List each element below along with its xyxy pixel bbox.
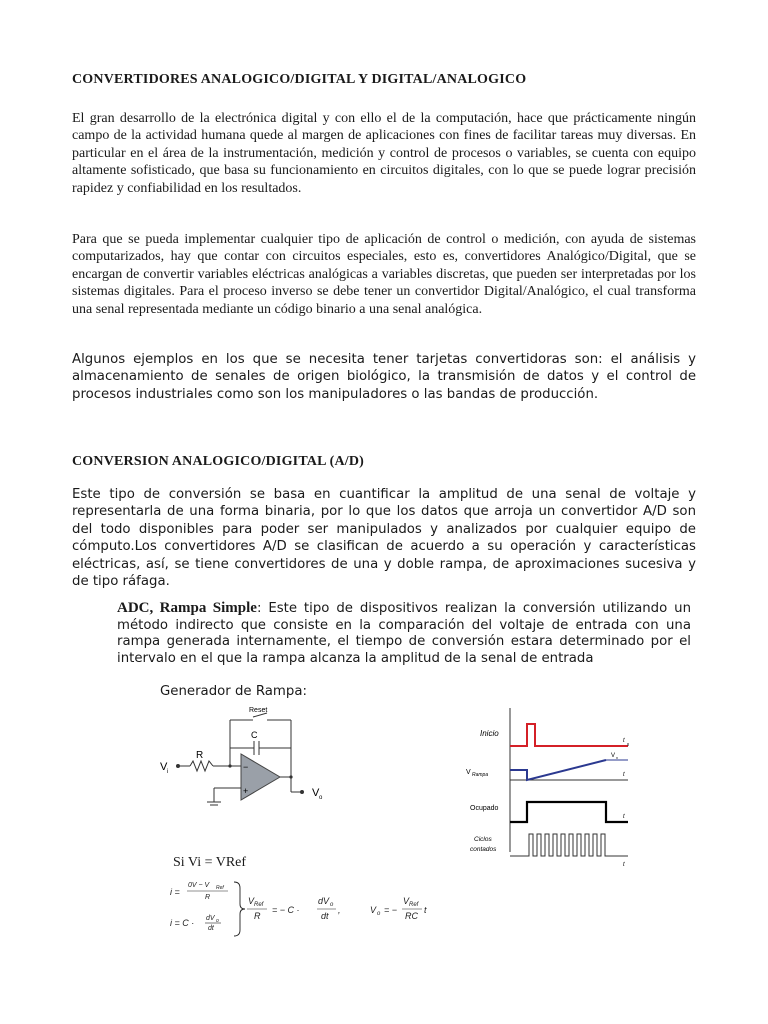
eq3-den2: dt — [321, 911, 329, 921]
vout-label: V — [312, 787, 320, 799]
section-title: CONVERSION ANALOGICO/DIGITAL (A/D) — [72, 454, 365, 469]
eq2-num: dV — [206, 915, 215, 922]
intro-paragraph-1: El gran desarrollo de la electrónica digital y con ello el de la computación, hace que prácticamente ningún campo de la actividad humana quede al margen de aplicaciones con fines de facilitar tareas muy diversas. En particular en el área de la instrumentación, medición y control de procesos o variables, se cuenta con equipo altamente sofisticado, que basa su funcionamiento en circuitos digitales, con lo que se puede lograr precisión rapidez y confiabilidad en los resultados. — [72, 111, 696, 196]
minus-terminal: − — [243, 762, 249, 772]
page-title: CONVERTIDORES ANALOGICO/DIGITAL Y DIGITAL/ANALOGICO — [72, 72, 527, 87]
eq1-num: 0V − V — [188, 882, 210, 889]
ciclos-label: Ciclos — [474, 836, 492, 843]
eq4-lhs: V — [370, 905, 377, 915]
equations — [168, 878, 468, 940]
plus-terminal: + — [243, 786, 249, 796]
vout-sub: o — [319, 795, 323, 801]
adc-lead: ADC, Rampa Simple — [117, 600, 257, 616]
integrator-circuit — [150, 700, 340, 810]
vrampa-label: V — [466, 769, 471, 776]
intro-paragraph-2: Para que se pueda implementar cualquier tipo de aplicación de control o medición, con ayuda de sistemas computarizados, hay que contar con circuitos especiales, esto es, convertidores Analógico/Digital, que se encargan de convertir variables eléctricas analógicas a variables discretas, que pueden ser interpretadas por los sistemas digitales. Para el proceso inverso se debe tener un convertidor Digital/Analógico, el cual transforma una senal representada mediante un código binario a una senal analógica. — [72, 232, 696, 317]
contados-label: contados — [470, 846, 497, 853]
vx-sub: x — [616, 755, 618, 760]
generator-label: Generador de Rampa: — [160, 684, 307, 699]
eq1-lhs: i = — [170, 887, 180, 897]
eq3-comma: , — [338, 905, 341, 915]
reset-label: Reset — [249, 707, 268, 714]
inicio-label: Inicio — [480, 729, 499, 738]
eq4-num: V — [403, 896, 410, 906]
eq3-mid: = − C · — [272, 905, 300, 915]
vin-sub: i — [167, 769, 169, 775]
eq3-num-sub: Ref — [254, 902, 264, 908]
condition-text: Si Vi = VRef — [173, 855, 247, 870]
resistor-label: R — [196, 750, 204, 761]
eq3-num2-sub: o — [330, 902, 334, 908]
vrampa-sub: Rampa — [472, 772, 489, 778]
eq4-t: t — [424, 905, 427, 915]
eq3-num2: dV — [318, 896, 330, 906]
t-axis-1: t — [623, 738, 625, 744]
eq4-lhs-sub: o — [377, 911, 381, 917]
adc-paragraph — [117, 600, 691, 667]
eq3-num: V — [248, 896, 255, 906]
eq1-den: R — [205, 894, 211, 901]
adc-body: : Este tipo de dispositivos realizan la conversión utilizando un método indirecto que consiste en la comparación del voltaje de entrada con una rampa generada internamente, el tiempo de conversión estara determinado por el intervalo en el que la rampa alcanza la amplitud de la senal de entrada — [117, 601, 691, 666]
vx-label: V — [611, 753, 616, 759]
eq4-num-sub: Ref — [409, 902, 419, 908]
t-axis-2: t — [623, 772, 625, 778]
eq3-den: R — [254, 911, 261, 921]
timing-diagram — [460, 700, 640, 870]
eq4-den: RC — [405, 911, 418, 921]
eq2-den: dt — [208, 925, 214, 932]
capacitor-label: C — [251, 730, 258, 740]
t-axis-3: t — [623, 814, 625, 820]
clock-pulses — [510, 834, 628, 856]
eq4-mid: = − — [384, 905, 398, 915]
section-paragraph: Este tipo de conversión se basa en cuantificar la amplitud de una senal de voltaje y representarla de una forma binaria, por lo que los datos que arroja un convertidor A/D son del todo disponibles para poder ser manipulados y analizados por cualquier equipo de cómputo.Los convertidores A/D se clasifican de acuerdo a su operación y características eléctricas, así, se tiene convertidores de una y doble rampa, de aproximaciones sucesiva y de tipo ráfaga. — [72, 487, 696, 590]
ocupado-label: Ocupado — [470, 805, 499, 812]
eq1-num-sub: Ref — [216, 885, 224, 891]
vin-label: V — [160, 761, 168, 773]
intro-paragraph-3: Algunos ejemplos en los que se necesita tener tarjetas convertidoras son: el análisis y almacenamiento de senales de origen biológico, la transmisión de datos y el control de procesos industriales como son los manipuladores o las bandas de producción. — [72, 352, 696, 402]
eq2-num-sub: o — [216, 918, 219, 924]
eq2-lhs: i = C · — [170, 918, 195, 928]
t-axis-4: t — [623, 862, 625, 868]
